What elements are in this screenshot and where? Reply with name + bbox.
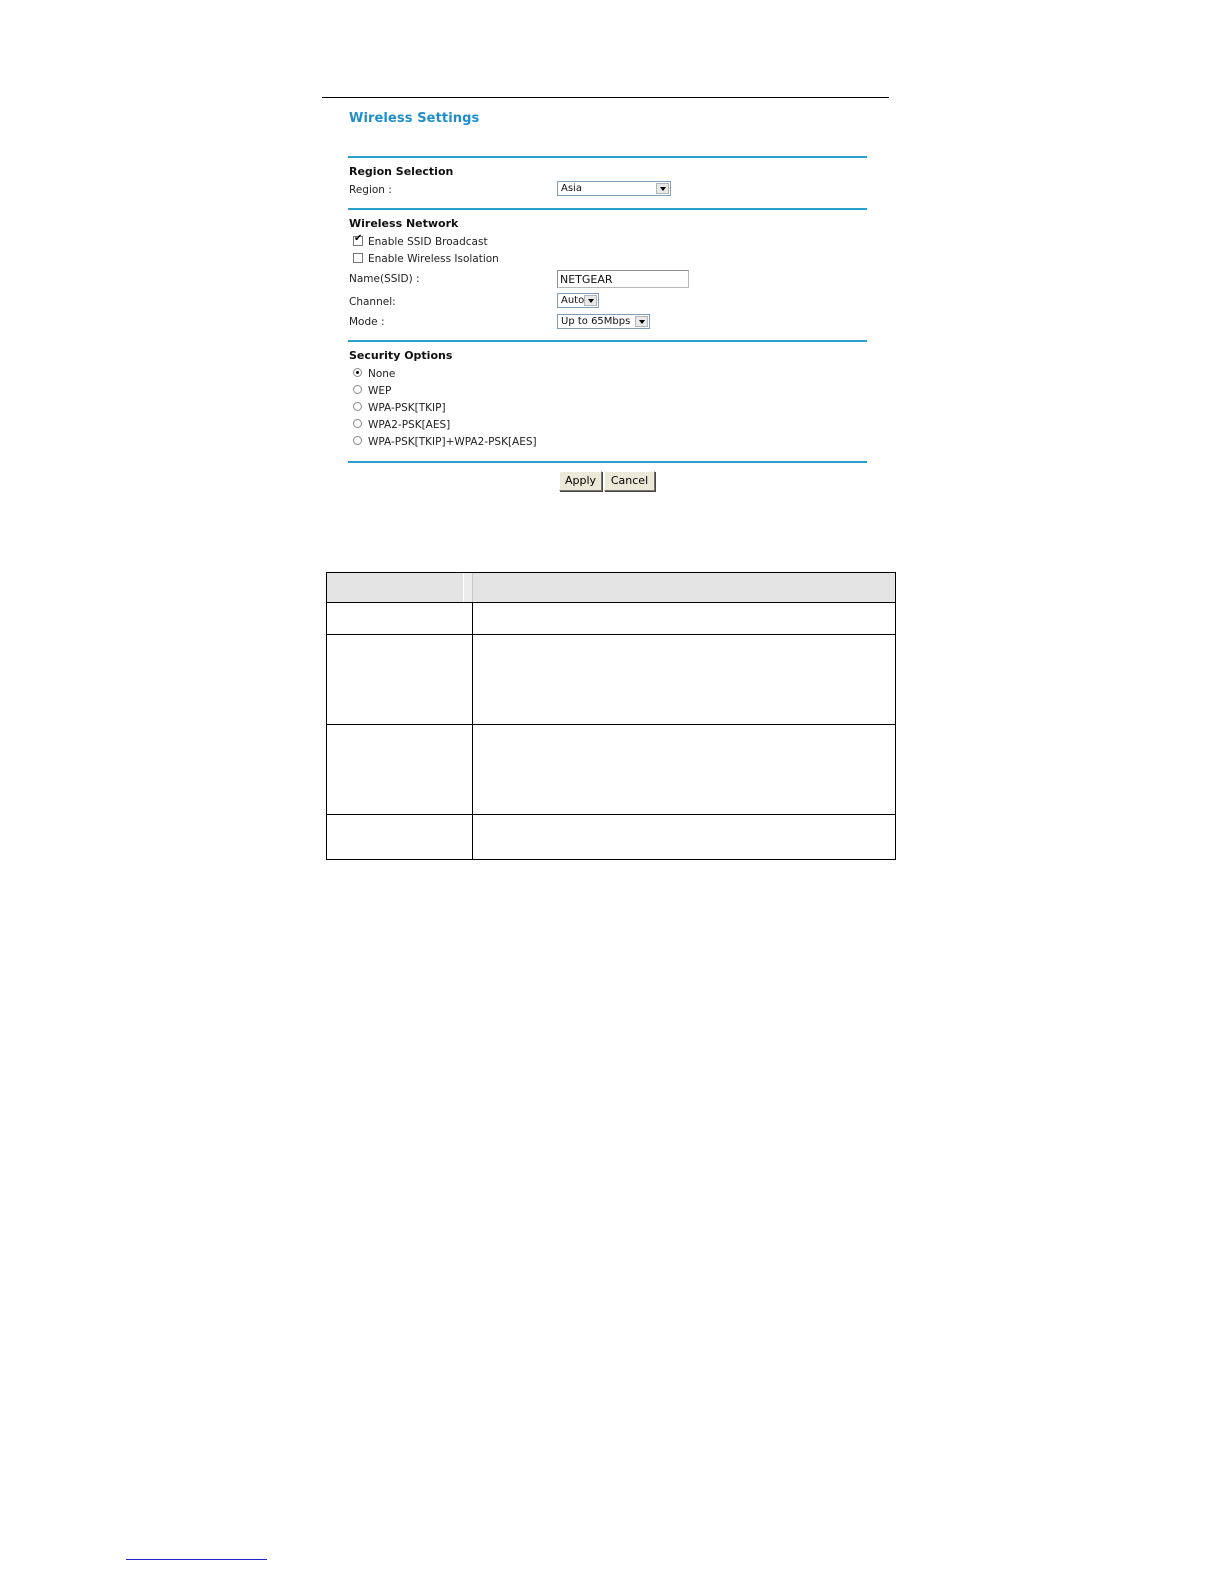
region-selection-title: Region Selection: [349, 165, 454, 178]
ssid-input-value: NETGEAR: [560, 273, 613, 286]
mode-select[interactable]: [557, 314, 650, 329]
channel-label: Channel:: [349, 296, 396, 308]
table-header: [327, 573, 895, 603]
apply-button[interactable]: Apply: [559, 471, 602, 491]
table-header-divider: [463, 573, 473, 602]
chevron-down-icon[interactable]: [635, 316, 648, 327]
channel-select[interactable]: [557, 293, 599, 308]
security-option-label: WPA-PSK[TKIP]+WPA2-PSK[AES]: [368, 436, 537, 448]
region-label: Region :: [349, 184, 392, 196]
security-radio-wpa2-psk-aes[interactable]: [353, 419, 362, 428]
security-radio-wep[interactable]: [353, 385, 362, 394]
section-separator: [348, 208, 867, 210]
section-separator: [348, 461, 867, 463]
enable-ssid-broadcast-label: Enable SSID Broadcast: [368, 236, 488, 248]
ssid-input[interactable]: [557, 270, 689, 288]
table-row-divider: [327, 724, 895, 725]
table-row-divider: [327, 634, 895, 635]
section-separator: [348, 340, 867, 342]
ssid-label: Name(SSID) :: [349, 273, 420, 285]
enable-wireless-isolation-checkbox[interactable]: [353, 253, 363, 263]
region-select[interactable]: [557, 181, 671, 196]
mode-label: Mode :: [349, 316, 385, 328]
region-select-value: Asia: [561, 183, 582, 194]
footnote-rule: [126, 1559, 267, 1560]
security-radio-wpa-psk-tkip[interactable]: [353, 402, 362, 411]
security-option-label: WEP: [368, 385, 392, 397]
page-title: Wireless Settings: [349, 111, 480, 126]
checkmark-icon: ✔: [354, 233, 363, 244]
table-column-divider: [472, 602, 473, 859]
cancel-button[interactable]: Cancel: [604, 471, 655, 491]
top-rule: [322, 97, 889, 98]
radio-selected-dot: [356, 371, 359, 374]
wireless-network-title: Wireless Network: [349, 217, 459, 230]
security-option-label: WPA-PSK[TKIP]: [368, 402, 446, 414]
security-radio-none[interactable]: [353, 368, 362, 377]
enable-ssid-broadcast-checkbox[interactable]: [353, 233, 363, 246]
channel-select-value: Auto: [561, 295, 585, 306]
section-separator: [348, 156, 867, 158]
description-table: [326, 572, 896, 860]
enable-wireless-isolation-label: Enable Wireless Isolation: [368, 253, 499, 265]
table-row-divider: [327, 814, 895, 815]
security-option-label: WPA2-PSK[AES]: [368, 419, 451, 431]
mode-select-value: Up to 65Mbps: [561, 316, 631, 327]
security-radio-wpa-wpa2-mixed[interactable]: [353, 436, 362, 445]
chevron-down-icon[interactable]: [584, 295, 597, 306]
security-option-label: None: [368, 368, 396, 380]
security-options-title: Security Options: [349, 349, 453, 362]
chevron-down-icon[interactable]: [656, 183, 669, 194]
